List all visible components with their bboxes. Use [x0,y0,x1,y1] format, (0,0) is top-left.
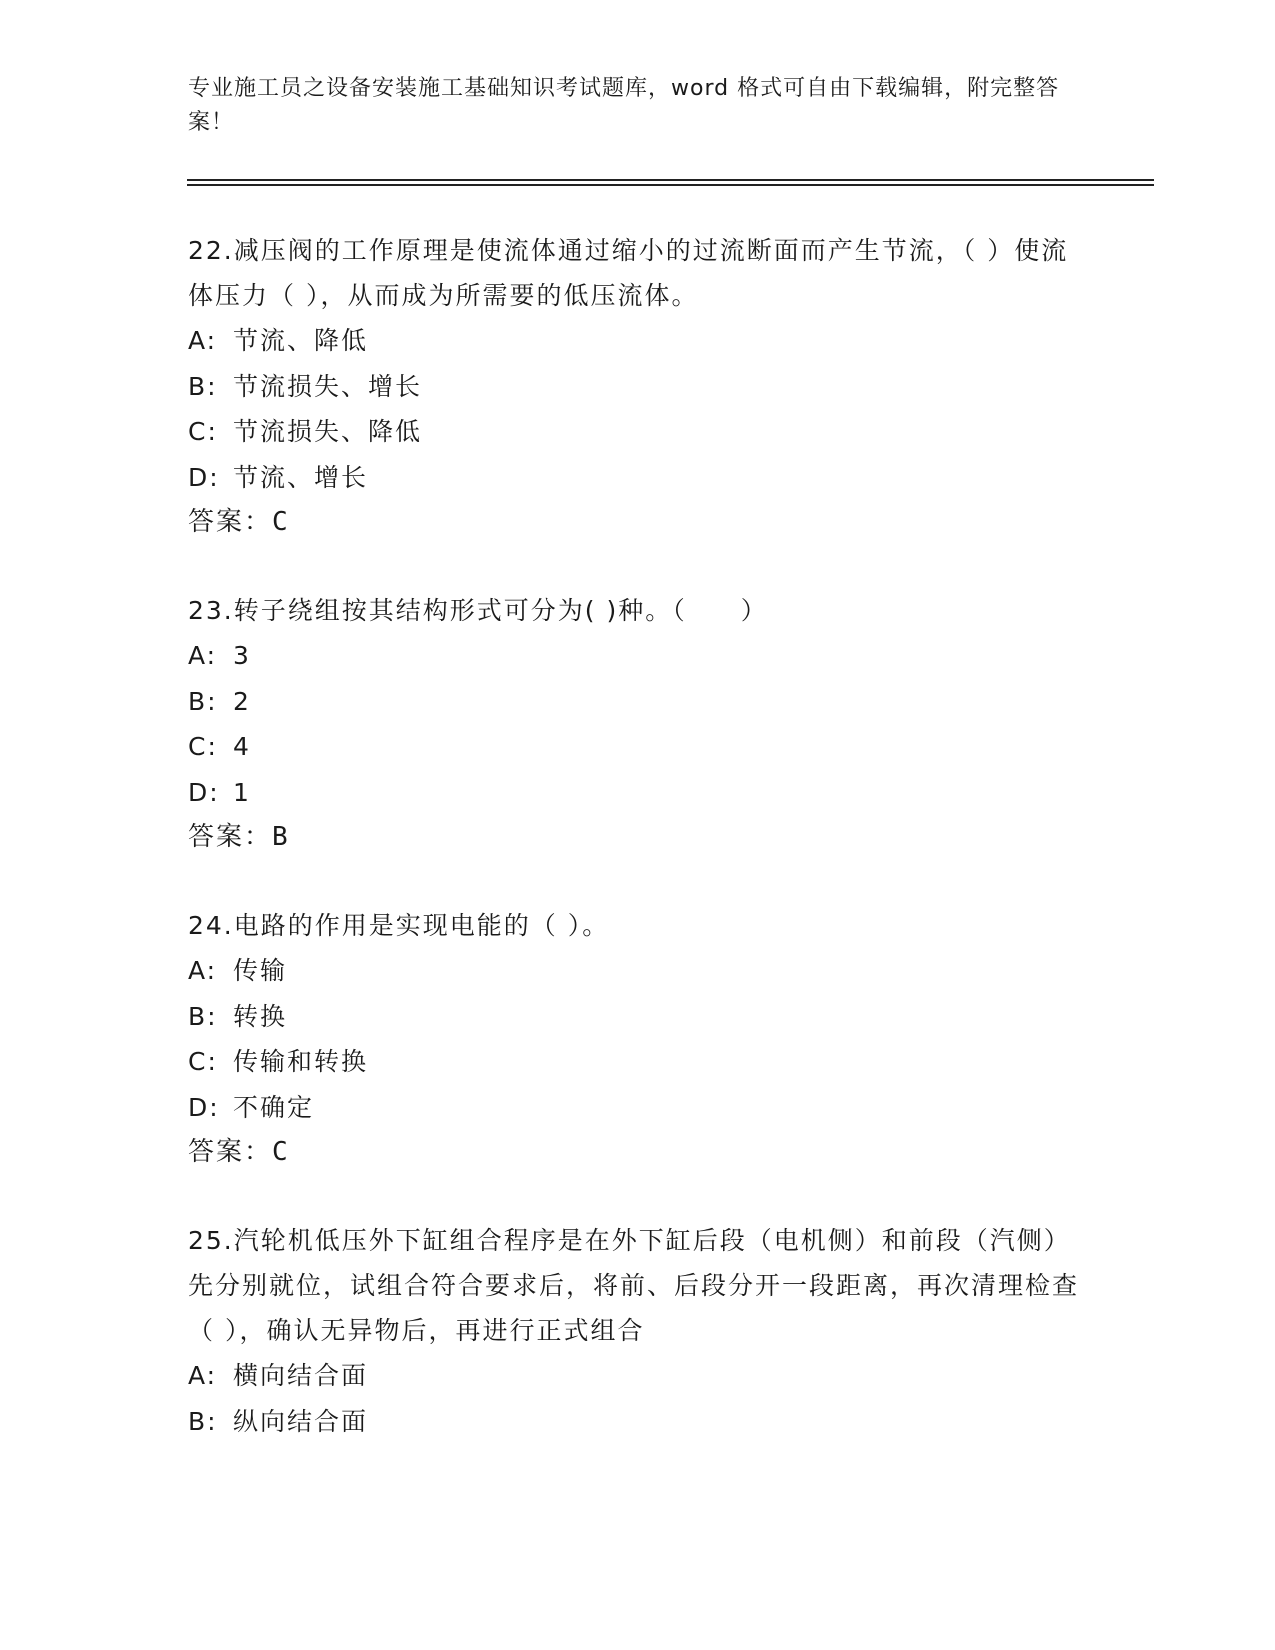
question-stem: 22.减压阀的工作原理是使流体通过缩小的过流断面而产生节流，（ ）使流体压力（ ），从而成为所需要的低压流体。 [188,236,1069,310]
answer-value: B [272,822,290,852]
option-text: 2 [233,686,251,716]
option-letter: C: [188,732,218,761]
option-text: 不确定 [233,1092,315,1122]
option-b [188,364,1088,410]
answer-label: 答案： [188,822,273,852]
option-c [188,724,1088,770]
option-text: 4 [233,732,251,761]
header-divider-bottom [187,184,1154,186]
option-text: 节流、增长 [233,462,369,492]
option-a [188,1353,1088,1399]
question-25 [188,1218,1088,1444]
option-d [188,1085,1088,1131]
answer-label: 答案： [188,1137,273,1167]
question-stem: 24.电路的作用是实现电能的（ ）。 [188,911,610,940]
option-letter: B: [188,1001,218,1031]
option-letter: A: [188,326,218,355]
option-b [188,1399,1088,1445]
answer-value: C [272,1137,290,1167]
option-letter: A: [188,641,218,670]
option-b [188,679,1088,725]
question-24 [188,903,1088,1175]
option-letter: C: [188,1047,218,1076]
option-text: 转换 [233,1001,288,1031]
option-text: 1 [233,777,251,807]
option-text: 节流、降低 [233,326,369,355]
option-letter: A: [188,1361,218,1390]
answer-value: C [272,507,290,537]
option-letter: D: [188,777,220,807]
option-letter: D: [188,1092,220,1122]
option-text: 3 [233,641,251,670]
option-c [188,1039,1088,1085]
option-a [188,948,1088,994]
option-d [188,455,1088,501]
option-d [188,770,1088,816]
option-letter: B: [188,1406,218,1436]
option-letter: B: [188,686,218,716]
document-header: 专业施工员之设备安装施工基础知识考试题库，word 格式可自由下载编辑，附完整答案！ [188,76,1060,135]
option-letter: A: [188,956,218,985]
answer-line [188,1130,1088,1175]
answer-line [188,815,1088,860]
answer-label: 答案： [188,507,273,537]
option-letter: D: [188,462,220,492]
option-text: 传输和转换 [233,1047,369,1076]
answer-line [188,500,1088,545]
question-23 [188,588,1088,860]
option-text: 纵向结合面 [233,1406,369,1436]
question-22 [188,228,1088,545]
header-divider-top [187,179,1154,181]
option-text: 节流损失、降低 [233,417,423,446]
option-letter: C: [188,417,218,446]
option-text: 横向结合面 [233,1361,369,1390]
option-letter: B: [188,371,218,401]
option-c [188,409,1088,455]
option-b [188,994,1088,1040]
option-a [188,633,1088,679]
question-stem: 23.转子绕组按其结构形式可分为( )种。（ ） [188,596,768,625]
option-a [188,318,1088,364]
option-text: 节流损失、增长 [233,371,423,401]
question-stem: 25.汽轮机低压外下缸组合程序是在外下缸后段（电机侧）和前段（汽侧）先分别就位，试组合符合要求后，将前、后段分开一段距离，再次清理检查（ ），确认无异物后，再进行正式组合 [188,1226,1080,1345]
option-text: 传输 [233,956,288,985]
